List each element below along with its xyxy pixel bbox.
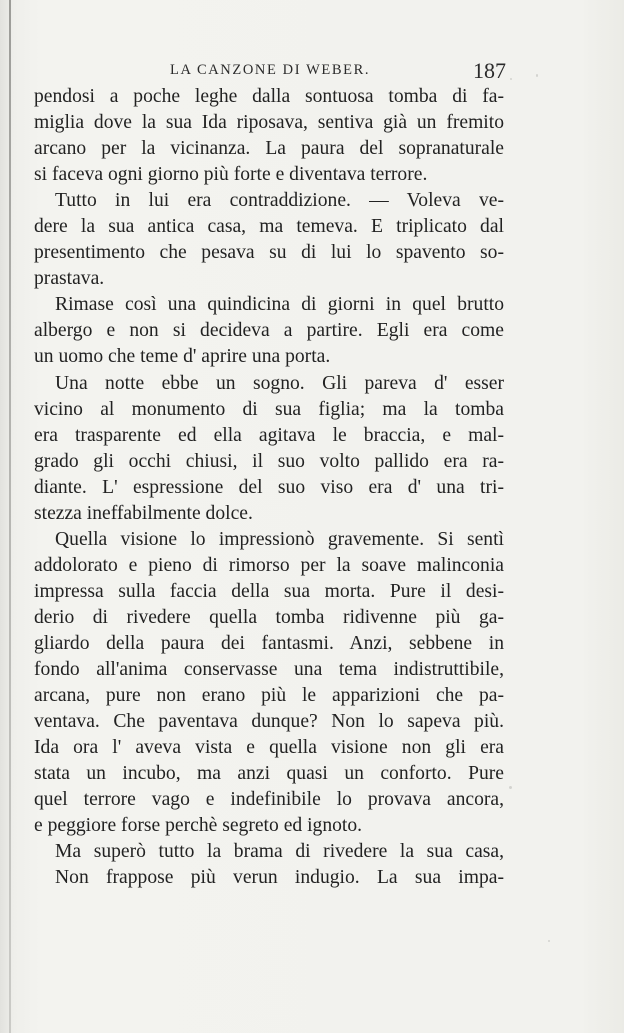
- text-line: vicino al monumento di sua figlia; ma la tomba: [34, 398, 504, 420]
- text-line: arcana, pure non erano più le apparizioni che pa-: [34, 685, 504, 707]
- text-line: presentimento che pesava su di lui lo spavento so-: [34, 242, 504, 264]
- text-line: gliardo della paura dei fantasmi. Anzi, sebbene in: [34, 632, 504, 654]
- text-line: un uomo che teme d' aprire una porta.: [34, 346, 331, 368]
- text-line: grado gli occhi chiusi, il suo volto pallido era ra-: [34, 450, 504, 472]
- text-line: Non frappose più verun indugio. La sua impa-: [55, 867, 504, 889]
- text-line: albergo e non si decideva a partire. Egli era come: [34, 320, 504, 342]
- text-line: Quella visione lo impressionò gravemente. Si sentì: [55, 528, 504, 550]
- text-line: e peggiore forse perchè segreto ed ignoto.: [34, 815, 363, 837]
- print-speck: [510, 78, 512, 80]
- text-line: pendosi a poche leghe dalla sontuosa tomba di fa-: [34, 86, 504, 107]
- text-line: stata un incubo, ma anzi quasi un conforto. Pure: [34, 763, 504, 785]
- text-line: fondo all'anima conservasse una tema indistruttibile,: [34, 659, 504, 681]
- text-line: arcano per la vicinanza. La paura del sopranaturale: [34, 138, 504, 160]
- text-line: Tutto in lui era contraddizione. — Voleva ve-: [55, 190, 504, 212]
- print-speck: [536, 74, 538, 77]
- page-gutter-edge: [9, 0, 11, 1033]
- text-line: ventava. Che paventava dunque? Non lo sapeva più.: [34, 711, 504, 733]
- text-line: Ida ora l' aveva vista e quella visione non gli era: [34, 737, 504, 759]
- text-line: Una notte ebbe un sogno. Gli pareva d' esser: [55, 372, 504, 394]
- print-speck: [548, 940, 550, 942]
- text-line: prastava.: [34, 268, 105, 290]
- text-line: impressa sulla faccia della sua morta. Pure il desi-: [34, 580, 504, 602]
- page-number: 187: [473, 58, 506, 83]
- text-line: si faceva ogni giorno più forte e diventava terrore.: [34, 164, 428, 186]
- text-line: dere la sua antica casa, ma temeva. E triplicato dal: [34, 216, 504, 238]
- text-line: quel terrore vago e indefinibile lo provava ancora,: [34, 789, 504, 811]
- text-line: stezza ineffabilmente dolce.: [34, 502, 253, 524]
- text-line: miglia dove la sua Ida riposava, sentiva già un fremito: [34, 112, 504, 134]
- text-line: diante. L' espressione del suo viso era d' una tri-: [34, 476, 504, 498]
- text-line: derio di rivedere quella tomba ridivenne più ga-: [34, 606, 504, 628]
- running-head: LA CANZONE DI WEBER.: [170, 62, 371, 78]
- print-speck: [509, 786, 512, 789]
- text-line: Ma superò tutto la brama di rivedere la sua casa,: [55, 841, 504, 863]
- text-line: era trasparente ed ella agitava le braccia, e mal-: [34, 424, 504, 446]
- text-line: Rimase così una quindicina di giorni in quel brutto: [55, 294, 504, 316]
- body-text: [34, 84, 504, 891]
- text-line: addolorato e pieno di rimorso per la soave malinconia: [34, 554, 504, 576]
